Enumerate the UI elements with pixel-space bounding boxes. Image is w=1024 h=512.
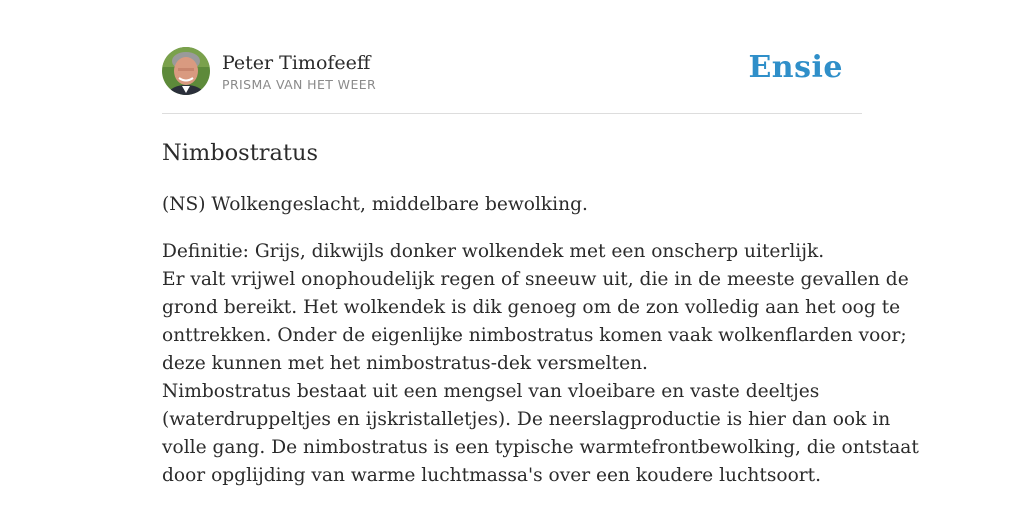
definition-line: volle gang. De nimbostratus is een typische warmtefrontbewolking, die ontstaat: [162, 437, 919, 458]
author-info: [222, 51, 376, 92]
author-name[interactable]: Peter Timofeeff: [222, 51, 371, 74]
definition-line: (waterdruppeltjes en ijskristalletjes). De neerslagproductie is hier dan ook in: [162, 409, 891, 430]
ensie-logo[interactable]: Ensie: [748, 50, 843, 85]
entry-card: [162, 46, 919, 486]
entry-body: [162, 191, 919, 509]
header-divider: [162, 113, 862, 114]
definition-line: Nimbostratus bestaat uit een mengsel van vloeibare en vaste deeltjes: [162, 381, 820, 402]
definition-line: Definitie: Grijs, dikwijls donker wolkendek met een onscherp uiterlijk.: [162, 241, 825, 262]
definition-line: door opglijding van warme luchtmassa's over een koudere luchtsoort.: [162, 465, 822, 486]
definition-line: deze kunnen met het nimbostratus-dek versmelten.: [162, 353, 648, 374]
entry-title: Nimbostratus: [162, 140, 319, 166]
definition-line: Er valt vrijwel onophoudelijk regen of sneeuw uit, die in de meeste gevallen de: [162, 269, 909, 290]
entry-definition: [162, 238, 919, 490]
author-source[interactable]: PRISMA VAN HET WEER: [222, 76, 377, 92]
definition-line: onttrekken. Onder de eigenlijke nimbostratus komen vaak wolkenflarden voor;: [162, 325, 907, 346]
definition-line: grond bereikt. Het wolkendek is dik genoeg om de zon volledig aan het oog te: [162, 297, 901, 318]
entry-summary: (NS) Wolkengeslacht, middelbare bewolking.: [162, 194, 588, 215]
author-avatar[interactable]: [162, 47, 210, 95]
entry-header: [162, 46, 862, 96]
